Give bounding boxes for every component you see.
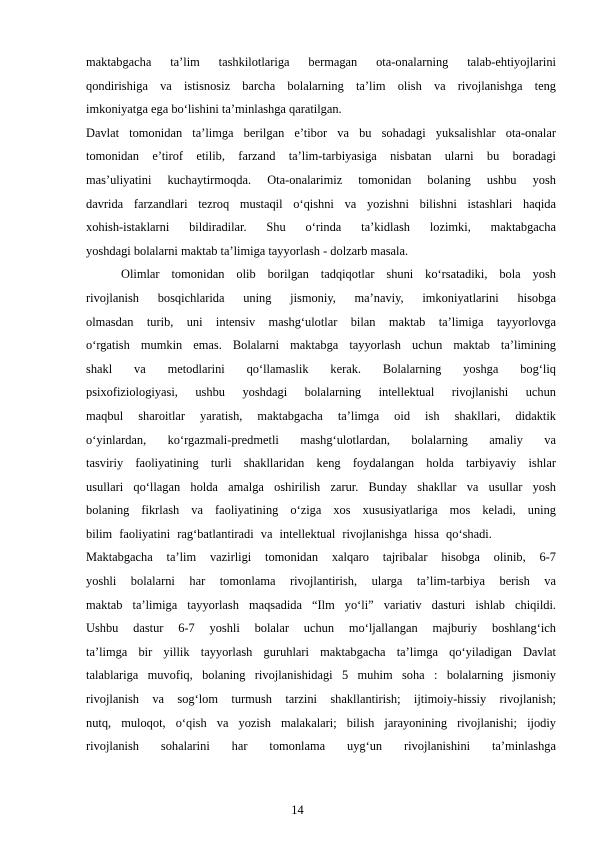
text-line: maqbul sharoitlar yaratish, maktabgacha ta’limga oid ish shakllari, didaktik	[86, 408, 556, 423]
text-line: davrida farzandlari tezroq mustaqil o‘qishni va yozishni bilishni istashlari haqida	[86, 196, 556, 211]
text-line: Ushbu dastur 6-7 yoshli bolalar uchun mo‘ljallangan majburiy boshlang‘ich	[86, 621, 556, 636]
text-line: ta’limga bir yillik tayyorlash guruhlari maktabgacha ta’limga qo‘yiladigan Davlat	[86, 644, 556, 659]
text-line: rivojlanish bosqichlarida uning jismoniy, ma’naviy, imkoniyatlarini hisobga	[86, 290, 556, 305]
text-line: maktabgacha ta’lim tashkilotlariga bermagan ota-onalarning talab-ehtiyojlarini	[86, 55, 556, 69]
text-line: bolaning fikrlash va faoliyatining o‘ziga xos xususiyatlariga mos keladi, uning	[86, 503, 556, 518]
text-line: talablariga muvofiq, bolaning rivojlanishidagi 5 muhim soha : bolalarning jismoniy	[86, 668, 556, 683]
text-line: imkoniyatga ega bo‘lishini ta’minlashga qaratilgan.	[86, 102, 342, 117]
document-page	[86, 51, 556, 759]
text-line: tomonidan e’tirof etilib, farzand ta’lim-tarbiyasiga nisbatan ularni bu boradagi	[86, 149, 556, 164]
text-line: nutq, muloqot, o‘qish va yozish malakalari; bilish jarayonining rivojlanishi; ijodiy	[86, 715, 556, 730]
text-line: maktab ta’limiga tayyorlash maqsadida “Ilm yo‘li” variativ dasturi ishlab chiqildi.	[86, 597, 556, 612]
text-line: bilim faoliyatini rag‘batlantiradi va intellektual rivojlanishga hissa qo‘shadi.	[86, 526, 492, 541]
text-line: tasviriy faoliyatining turli shakllaridan keng foydalangan holda tarbiyaviy ishlar	[86, 456, 556, 471]
text-line: yoshli bolalarni har tomonlama rivojlantirish, ularga ta’lim-tarbiya berish va	[86, 574, 556, 589]
text-line: o‘rgatish mumkin emas. Bolalarni maktabga tayyorlash uchun maktab ta’limining	[86, 338, 556, 353]
text-line: usullari qo‘llagan holda amalga oshirilish zarur. Bunday shakllar va usullar yosh	[86, 479, 556, 494]
page-number: 14	[291, 803, 304, 817]
text-line: mas’uliyatini kuchaytirmoqda. Ota-onalarimiz tomonidan bolaning ushbu yosh	[86, 172, 556, 187]
text-line: rivojlanish va sog‘lom turmush tarzini shakllantirish; ijtimoiy-hissiy rivojlanish;	[86, 692, 556, 707]
text-line: rivojlanish sohalarini har tomonlama uyg‘un rivojlanishini ta’minlashga	[86, 739, 556, 754]
text-line: Maktabgacha ta’lim vazirligi tomonidan xalqaro tajribalar hisobga olinib, 6-7	[86, 550, 556, 565]
paragraph-first-line: Olimlar tomonidan olib borilgan tadqiqotlar shuni ko‘rsatadiki, bola yosh	[121, 267, 556, 282]
text-line: olmasdan turib, uni intensiv mashg‘ulotlar bilan maktab ta’limiga tayyorlovga	[86, 314, 556, 329]
text-line: Davlat tomonidan ta’limga berilgan e’tibor va bu sohadagi yuksalishlar ota-onalar	[86, 125, 556, 140]
text-line: o‘yinlardan, ko‘rgazmali-predmetli mashg‘ulotlardan, bolalarning amaliy va	[86, 432, 556, 447]
text-line: yoshdagi bolalarni maktab ta’limiga tayyorlash - dolzarb masala.	[86, 243, 409, 258]
text-line: qondirishiga va istisnosiz barcha bolalarning ta’lim olish va rivojlanishga teng	[86, 78, 556, 93]
text-line: xohish-istaklarni bildiradilar. Shu o‘rinda ta’kidlash lozimki, maktabgacha	[86, 220, 556, 235]
text-line: psixofiziologiyasi, ushbu yoshdagi bolalarning intellektual rivojlanishi uchun	[86, 385, 556, 400]
text-line: shakl va metodlarini qo‘llamaslik kerak. Bolalarning yoshga bog‘liq	[86, 361, 556, 376]
